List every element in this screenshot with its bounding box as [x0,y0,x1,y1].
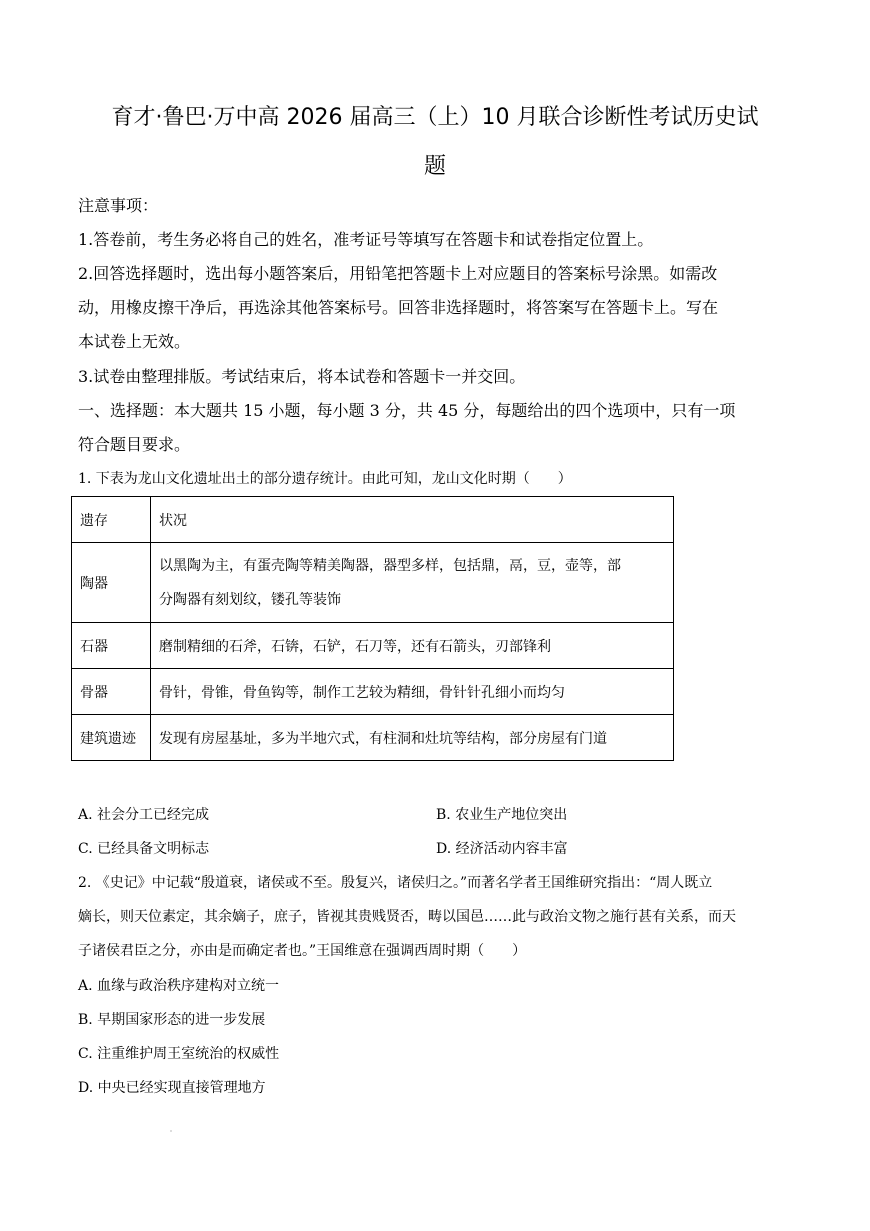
page-title-continued: 题 [423,154,446,179]
question-2-option-c: C. 注重维护周王室统治的权威性 [78,1046,280,1062]
table-cell-description: 发现有房屋基址，多为半地穴式，有柱洞和灶坑等结构，部分房屋有门道 [151,715,674,761]
table-cell-name: 陶器 [72,543,151,623]
table-cell-name: 建筑遗迹 [72,715,151,761]
question-2-stem-line-2: 嫡长，则天位素定，其余嫡子，庶子，皆视其贵贱贤否，畴以国邑……此与政治文物之施行甚有关系，而天 [78,909,736,925]
question-2-option-a: A. 血缘与政治秩序建构对立统一 [78,978,280,994]
question-1-stem: 1. 下表为龙山文化遗址出土的部分遗存统计。由此可知，龙山文化时期（ ） [78,471,572,487]
question-1-option-c: C. 已经具备文明标志 [78,841,210,857]
question-2-option-d: D. 中央已经实现直接管理地方 [78,1080,266,1096]
question-1-option-b: B. 农业生产地位突出 [436,807,568,823]
notice-item-2-line-3: 本试卷上无效。 [78,332,191,351]
notice-item-3: 3.试卷由整理排版。考试结束后，将本试卷和答题卡一并交回。 [78,367,526,386]
question-1-option-d: D. 经济活动内容丰富 [436,841,568,857]
question-1-option-a: A. 社会分工已经完成 [78,807,210,823]
table-cell-text: 分陶器有刻划纹，镂孔等装饰 [159,591,341,608]
table-cell-description: 骨针，骨锥，骨鱼钩等，制作工艺较为精细，骨针针孔细小而均匀 [151,669,674,715]
section-heading-line-2: 符合题目要求。 [78,435,191,454]
table-row [72,543,674,623]
table-header-row [72,497,674,543]
page-title: 育才·鲁巴·万中高 2026 届高三（上）10 月联合诊断性考试历史试 [111,105,759,130]
faint-mark [170,1130,172,1132]
notice-item-2-line-1: 2.回答选择题时，选出每小题答案后，用铅笔把答题卡上对应题目的答案标号涂黑。如需改 [78,264,718,283]
notice-item-1: 1.答卷前，考生务必将自己的姓名，准考证号等填写在答题卡和试卷指定位置上。 [78,230,654,249]
table-row [72,715,674,761]
question-2-option-b: B. 早期国家形态的进一步发展 [78,1012,266,1028]
section-heading-line-1: 一、选择题：本大题共 15 小题，每小题 3 分，共 45 分，每题给出的四个选项中，只有一项 [78,401,736,420]
table-cell-text: 以黑陶为主，有蛋壳陶等精美陶器，器型多样，包括鼎，鬲，豆，壶等，部 [159,557,621,574]
question-2-stem-line-3: 子诸侯君臣之分，亦由是而确定者也。”王国维意在强调西周时期（ ） [78,943,527,959]
table-row [72,669,674,715]
relics-table [71,496,674,761]
table-row [72,623,674,669]
notice-heading: 注意事项： [78,196,159,215]
table-cell-name: 骨器 [72,669,151,715]
table-cell-name: 石器 [72,623,151,669]
table-header-cell: 状况 [151,497,674,543]
table-cell-description [151,543,674,623]
question-2-stem-line-1: 2. 《史记》中记载“殷道衰，诸侯或不至。殷复兴，诸侯归之。”而著名学者王国维研究指出：“周人既立 [78,875,713,891]
table-header-cell: 遗存 [72,497,151,543]
notice-item-2-line-2: 动，用橡皮擦干净后，再选涂其他答案标号。回答非选择题时，将答案写在答题卡上。写在 [78,298,719,317]
table-cell-description: 磨制精细的石斧，石锛，石铲，石刀等，还有石箭头，刃部锋利 [151,623,674,669]
